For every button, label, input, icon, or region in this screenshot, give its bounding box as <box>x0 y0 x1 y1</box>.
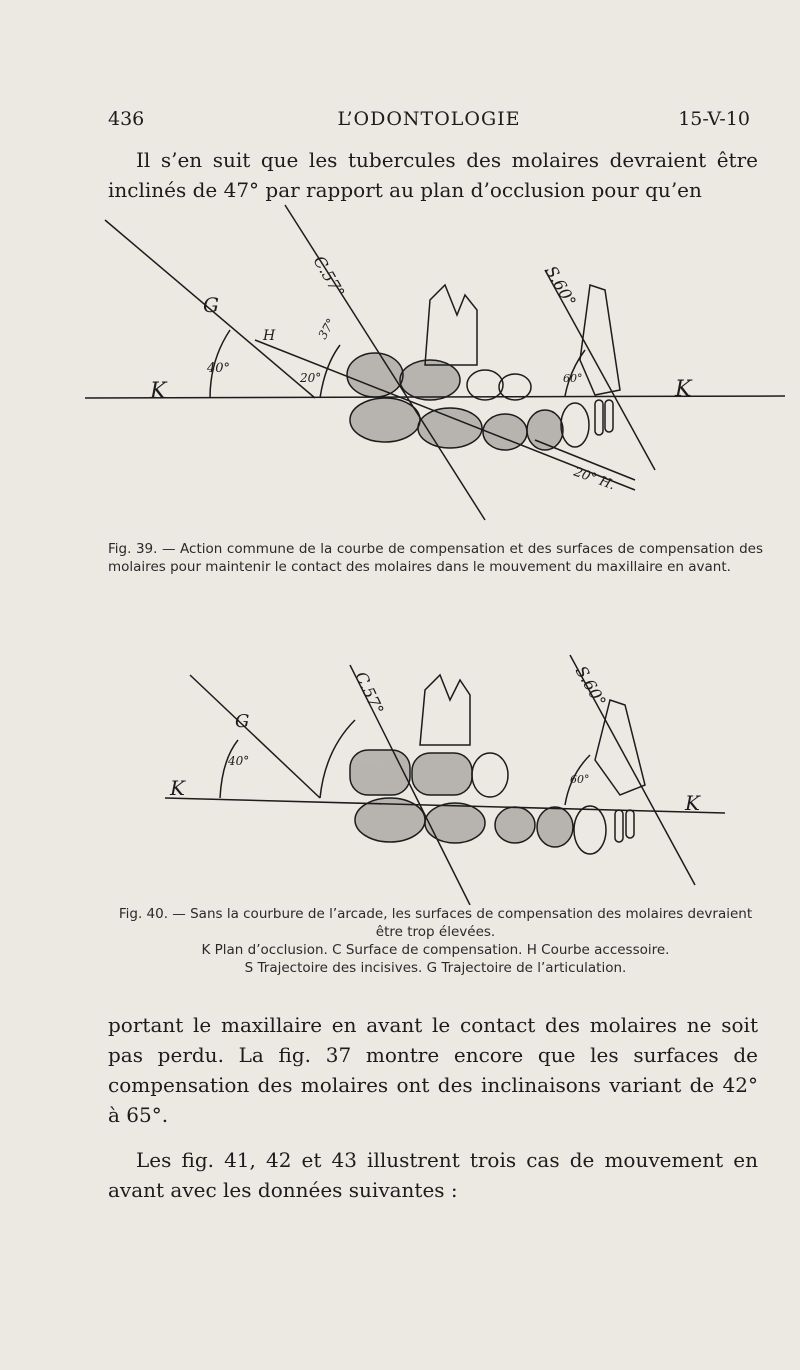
label-g: G <box>203 293 219 317</box>
label-g-2: G <box>235 711 250 732</box>
g-trajectory-line-2 <box>190 675 320 798</box>
label-angle-60: 60° <box>563 372 583 385</box>
label-k-left-2: K <box>170 776 185 800</box>
figure-39-diagram <box>85 200 785 530</box>
figure-40-caption-line2: K Plan d’occlusion. C Surface de compensation. H Courbe accessoire. <box>201 942 670 958</box>
paragraph-continuation: portant le maxillaire en avant le contact des molaires ne soit pas perdu. La fig. 37 montre encore que les surfaces de compensation des molaires ont des inclinaisons variant de 42° à 65°. <box>108 1013 758 1127</box>
label-angle-37: 37° <box>315 316 339 342</box>
page-number: 436 <box>108 108 145 130</box>
upper-canine-tooth <box>425 285 477 365</box>
paragraph-intro: Il s’en suit que les tubercules des molaires devraient être inclinés de 47° par rapport au plan d’occlusion pour qu’en <box>108 148 758 202</box>
label-angle-20: 20° <box>300 371 322 385</box>
figure-40-caption-line1: Fig. 40. — Sans la courbure de l’arcade, les surfaces de compensation des molaires devraient être trop élevées. <box>118 906 753 940</box>
label-angle-40: 40° <box>207 361 231 376</box>
figure-40-caption <box>108 905 763 977</box>
running-header <box>108 108 750 136</box>
paragraph-figures-41-43: Les fig. 41, 42 et 43 illustrent trois cas de mouvement en avant avec les données suivantes : <box>108 1148 758 1202</box>
label-c57-2: C.57° <box>351 668 388 718</box>
angle-arc-40-2 <box>220 740 238 798</box>
label-angle-40-2: 40° <box>228 754 250 768</box>
label-s60: S.60° <box>541 262 580 310</box>
label-k-right: K <box>675 377 692 402</box>
label-s60-2: S.60° <box>571 662 610 710</box>
label-h: H <box>263 328 276 344</box>
journal-title: L’ODONTOLOGIE <box>337 108 521 130</box>
figure-39-caption: Fig. 39. — Action commune de la courbe de compensation et des surfaces de compensation des molaires pour maintenir le contact des molaires dans le mouvement du maxillaire en avant. <box>108 541 763 575</box>
figure-40-diagram <box>150 645 740 905</box>
label-h20: 20° H. <box>571 464 617 494</box>
upper-incisor-tooth <box>580 285 620 395</box>
figure-40-caption-line3: S Trajectoire des incisives. G Trajectoire de l’articulation. <box>244 960 627 976</box>
issue-date: 15-V-10 <box>678 108 750 130</box>
label-k-left: K <box>150 379 167 404</box>
label-k-right-2: K <box>685 791 700 815</box>
label-angle-60-2: 60° <box>570 773 590 786</box>
label-c57: C.57° <box>309 252 349 302</box>
